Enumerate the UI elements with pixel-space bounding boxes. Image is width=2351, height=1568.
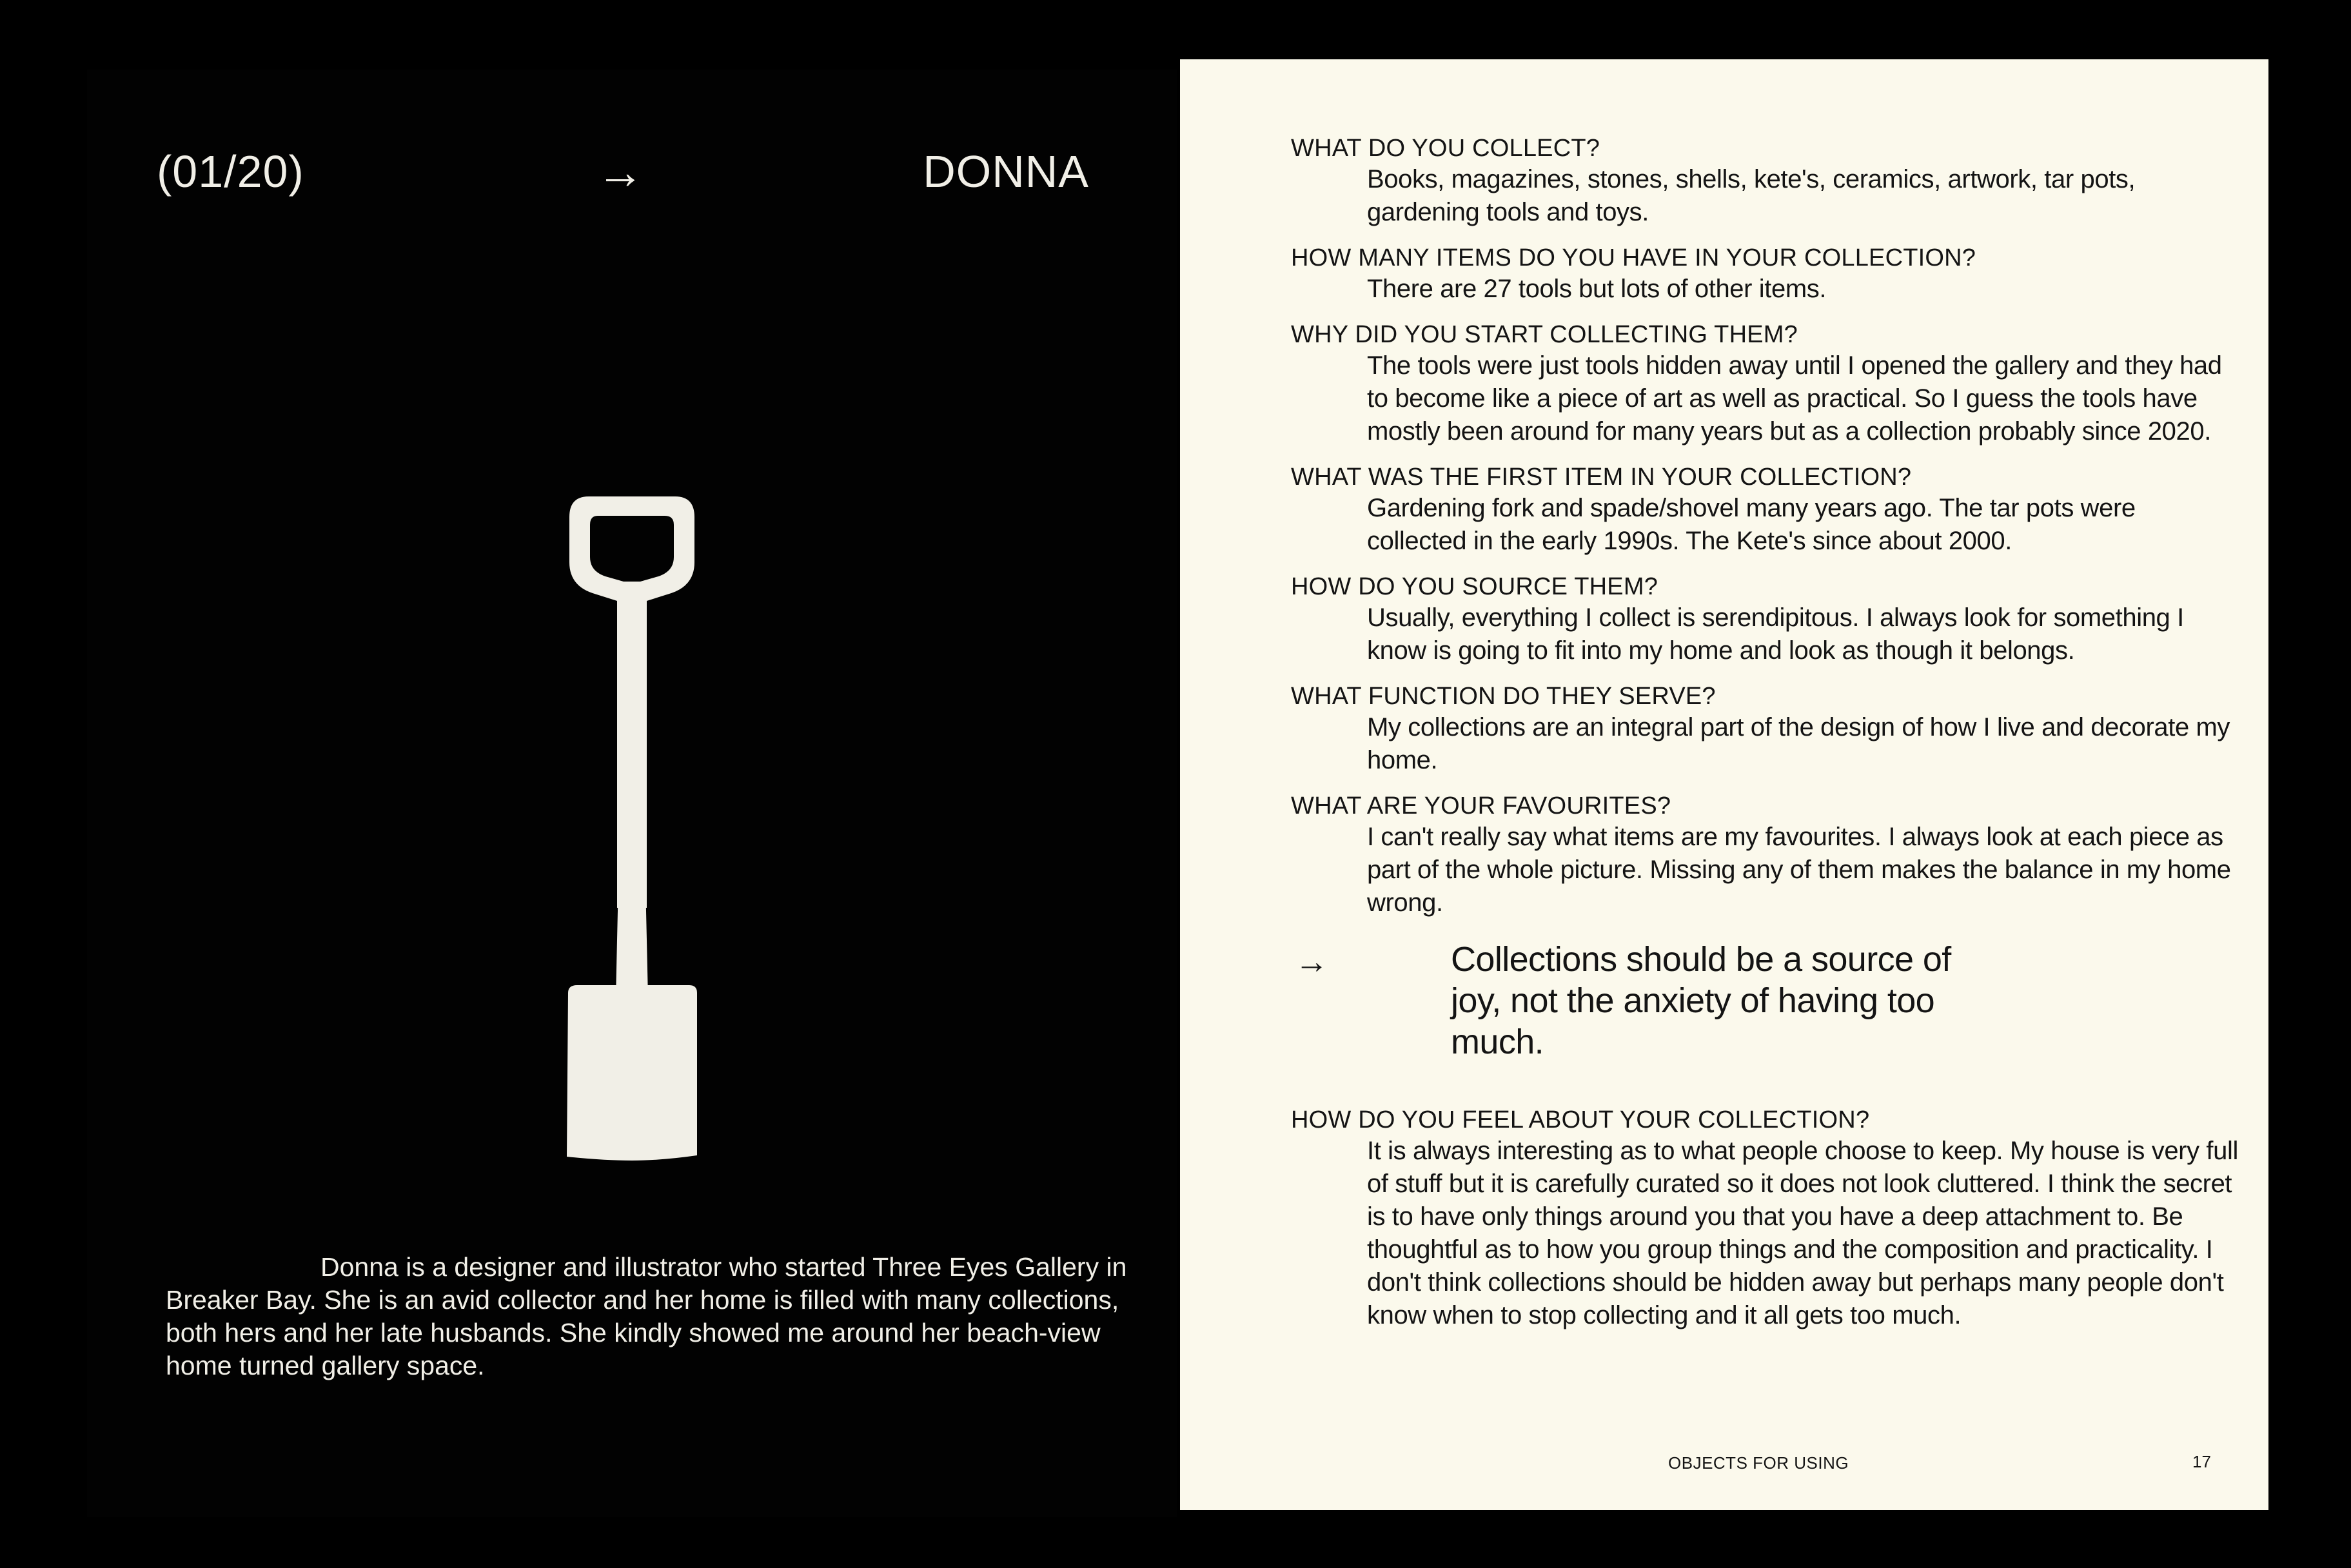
qa-item <box>1291 243 2239 306</box>
question: WHAT ARE YOUR FAVOURITES? <box>1291 792 1671 819</box>
answer: It is always interesting as to what people choose to keep. My house is very full of stuff but it is carefully curated so it does not look cluttered. I think the secret is to have only things around you that you have a deep attachment to. Be thoughtful as to how you group things and the composition and practicality. I don't think collections should be hidden away but perhaps many people don't know when to stop collecting and it all gets too much. <box>1367 1137 2238 1329</box>
answer: The tools were just tools hidden away until I opened the gallery and they had to become like a piece of art as well as practical. So I guess the tools have mostly been around for many years but as a collection probably since 2020. <box>1367 351 2222 446</box>
interview <box>1291 133 2239 1346</box>
qa-item <box>1291 681 2239 777</box>
qa-item <box>1291 320 2239 448</box>
pull-quote-text: Collections should be a source of joy, not the anxiety of having too much. <box>1451 940 1951 1061</box>
page-number: 17 <box>2192 1452 2211 1471</box>
qa-item <box>1291 572 2239 667</box>
running-footer: OBJECTS FOR USING <box>1668 1453 1849 1473</box>
answer: I can't really say what items are my favourites. I always look at each piece as part of the whole picture. Missing any of them makes the balance in my home wrong. <box>1367 823 2231 917</box>
answer: Books, magazines, stones, shells, kete's, ceramics, artwork, tar pots, gardening tools and toys. <box>1367 165 2136 226</box>
question: WHAT FUNCTION DO THEY SERVE? <box>1291 683 1716 710</box>
pull-quote <box>1291 939 2239 1068</box>
shovel-icon <box>551 495 713 1166</box>
question: HOW DO YOU SOURCE THEM? <box>1291 573 1658 600</box>
left-page <box>87 70 1177 1517</box>
answer: My collections are an integral part of the design of how I live and decorate my home. <box>1367 713 2230 774</box>
question: WHY DID YOU START COLLECTING THEM? <box>1291 321 1798 348</box>
answer: There are 27 tools but lots of other items. <box>1367 275 1827 303</box>
question: HOW MANY ITEMS DO YOU HAVE IN YOUR COLLECTION? <box>1291 244 1976 271</box>
answer: Gardening fork and spade/shovel many years ago. The tar pots were collected in the early 1990s. The Kete's since about 2000. <box>1367 494 2136 555</box>
qa-item <box>1291 133 2239 229</box>
profile-bio: Donna is a designer and illustrator who started Three Eyes Gallery in Breaker Bay. She is an avid collector and her home is filled with many collections, both hers and her late husbands. She kindly showed me around her beach-view home turned gallery space. <box>166 1252 1127 1380</box>
arrow-right-icon: → <box>596 145 644 199</box>
qa-item <box>1291 791 2239 919</box>
profile-name: DONNA <box>923 146 1089 197</box>
qa-item <box>1291 1105 2239 1332</box>
answer: Usually, everything I collect is serendipitous. I always look for something I know is going to fit into my home and look as though it belongs. <box>1367 603 2184 665</box>
qa-item <box>1291 462 2239 558</box>
arrow-right-icon: → <box>1295 943 1328 981</box>
question: HOW DO YOU FEEL ABOUT YOUR COLLECTION? <box>1291 1106 1870 1133</box>
question: WHAT DO YOU COLLECT? <box>1291 135 1600 162</box>
question: WHAT WAS THE FIRST ITEM IN YOUR COLLECTION? <box>1291 464 1912 491</box>
profile-index: (01/20) <box>157 146 304 197</box>
right-page <box>1180 59 2268 1510</box>
